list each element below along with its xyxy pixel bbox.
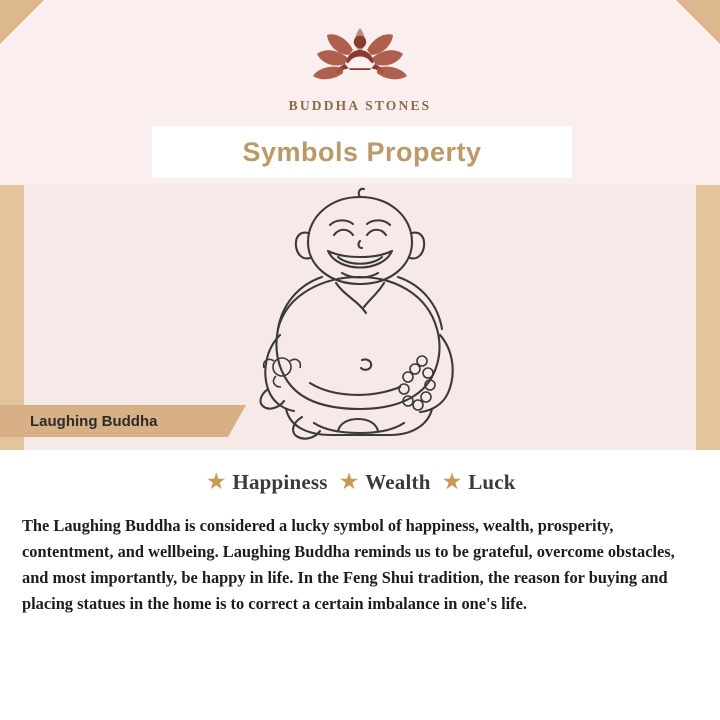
keyword-happiness: Happiness	[232, 470, 328, 494]
star-icon: ★	[443, 471, 462, 493]
caption-label: Laughing Buddha	[30, 412, 158, 430]
lotus-meditation-icon	[285, 22, 435, 94]
star-icon: ★	[207, 471, 226, 493]
caption-tag-notch	[228, 405, 246, 437]
keyword-luck: Luck	[468, 470, 516, 494]
side-strip-right	[696, 185, 720, 450]
star-icon: ★	[340, 471, 359, 493]
laughing-buddha-illustration	[210, 185, 510, 450]
keyword-wealth: Wealth	[365, 470, 431, 494]
title-banner	[152, 126, 572, 178]
page-title: Symbols Property	[242, 136, 482, 167]
keyword-row	[0, 470, 720, 495]
description-text: The Laughing Buddha is considered a lucky symbol of happiness, wealth, prosperity, contentment, and wellbeing. Laughing Buddha reminds us to be grateful, overcome obstacles, and most importantly, be happy in life. In the Feng Shui tradition, the reason for buying and placing statues in the home is to correct a certain imbalance in one's life.	[22, 516, 675, 613]
description-section	[0, 450, 720, 720]
brand-logo	[0, 22, 720, 114]
caption-tag	[0, 405, 228, 437]
brand-name: BUDDHA STONES	[288, 98, 432, 113]
